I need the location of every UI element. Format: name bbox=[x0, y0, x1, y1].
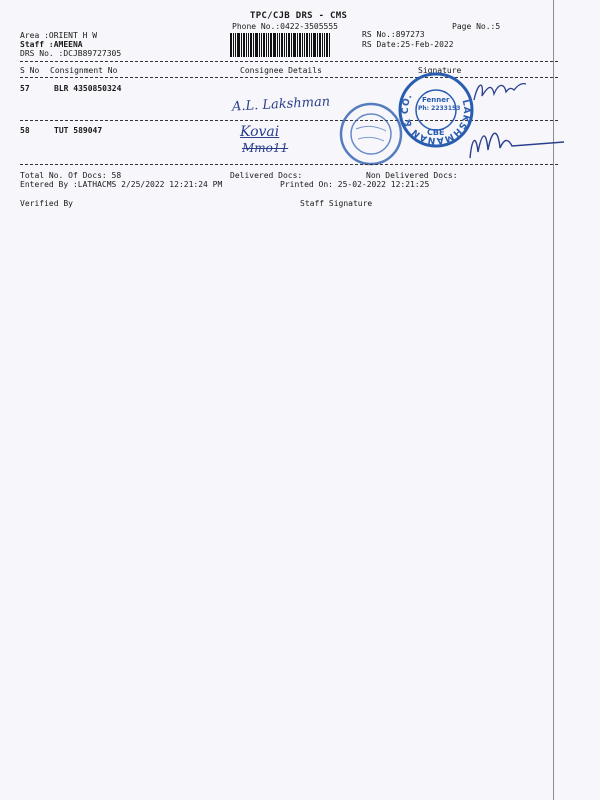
printed-on: Printed On: 25-02-2022 12:21:25 bbox=[280, 180, 430, 189]
page-number: Page No.:5 bbox=[452, 22, 501, 31]
barcode-bar bbox=[266, 33, 267, 57]
consignee-handwriting: Kovai bbox=[240, 124, 280, 140]
barcode-bar bbox=[304, 33, 305, 57]
barcode-bar bbox=[288, 33, 290, 57]
non-delivered-docs: Non Delivered Docs: bbox=[366, 171, 458, 180]
row-consignment-no: TUT 589047 bbox=[54, 126, 103, 135]
rs-number: RS No.:897273 bbox=[362, 30, 425, 39]
column-header-consignment: Consignment No bbox=[50, 66, 118, 75]
barcode-bar bbox=[233, 33, 234, 57]
barcode-bar bbox=[293, 33, 296, 57]
barcode-bar bbox=[302, 33, 303, 57]
header-divider bbox=[20, 61, 558, 62]
barcode-bar bbox=[319, 33, 321, 57]
barcode-bar bbox=[322, 33, 323, 57]
drs-number: DRS No. :DCJB89727305 bbox=[20, 49, 122, 58]
stamp-ring-text: LAKSHMANAN & CO. bbox=[400, 92, 472, 146]
barcode-bar bbox=[286, 33, 287, 57]
stamp-line1: Fenner bbox=[422, 96, 450, 104]
consignee-handwriting-line2: Mmo11 bbox=[242, 141, 289, 155]
barcode-bar bbox=[248, 33, 249, 57]
barcode-bar bbox=[241, 33, 242, 57]
barcode-bar bbox=[270, 33, 272, 57]
barcode bbox=[230, 33, 354, 57]
barcode-bar bbox=[237, 33, 240, 57]
column-header-sno: S No bbox=[20, 66, 40, 75]
staff-label: Staff :AMEENA bbox=[20, 40, 83, 49]
barcode-bar bbox=[313, 33, 316, 57]
signature-scribble bbox=[466, 124, 566, 164]
barcode-bar bbox=[329, 33, 330, 57]
barcode-bar bbox=[253, 33, 254, 57]
barcode-bar bbox=[281, 33, 283, 57]
barcode-bar bbox=[299, 33, 301, 57]
stamp-line2: Ph: 2233153 bbox=[418, 105, 461, 112]
row-consignment-no: BLR 4350850324 bbox=[54, 84, 122, 93]
barcode-bar bbox=[324, 33, 325, 57]
barcode-bar bbox=[291, 33, 292, 57]
barcode-bar bbox=[326, 33, 328, 57]
consignee-handwriting: A.L. Lakshman bbox=[231, 94, 331, 115]
company-stamp bbox=[398, 72, 474, 148]
barcode-bar bbox=[235, 33, 236, 57]
barcode-bar bbox=[277, 33, 278, 57]
entered-by: Entered By :LATHACMS 2/25/2022 12:21:24 PM bbox=[20, 180, 223, 189]
barcode-bar bbox=[246, 33, 247, 57]
verified-by-label: Verified By bbox=[20, 199, 73, 208]
column-header-signature: Signature bbox=[418, 66, 462, 75]
barcode-bar bbox=[250, 33, 252, 57]
barcode-bar bbox=[243, 33, 245, 57]
delivered-docs: Delivered Docs: bbox=[230, 171, 303, 180]
total-docs: Total No. Of Docs: 58 bbox=[20, 171, 122, 180]
barcode-bar bbox=[306, 33, 308, 57]
area-label: Area :ORIENT H W bbox=[20, 31, 98, 40]
barcode-bar bbox=[317, 33, 318, 57]
barcode-bar bbox=[255, 33, 258, 57]
barcode-bar bbox=[284, 33, 285, 57]
row-sno: 57 bbox=[20, 84, 30, 93]
row-sno: 58 bbox=[20, 126, 30, 135]
staff-signature-label: Staff Signature bbox=[300, 199, 373, 208]
table-bottom-divider bbox=[20, 164, 558, 165]
barcode-bar bbox=[268, 33, 269, 57]
report-title: TPC/CJB DRS - CMS bbox=[250, 11, 348, 21]
barcode-bar bbox=[273, 33, 276, 57]
barcode-bar bbox=[261, 33, 262, 57]
barcode-bar bbox=[297, 33, 298, 57]
barcode-bar bbox=[263, 33, 265, 57]
barcode-bar bbox=[230, 33, 232, 57]
phone-number: Phone No.:0422-3505555 bbox=[232, 22, 338, 31]
rs-date: RS Date:25-Feb-2022 bbox=[362, 40, 454, 49]
row-divider bbox=[20, 120, 558, 121]
barcode-bar bbox=[279, 33, 280, 57]
barcode-bar bbox=[259, 33, 260, 57]
stamp-city: CBE bbox=[427, 128, 445, 137]
barcode-bar bbox=[309, 33, 310, 57]
column-header-consignee: Consignee Details bbox=[240, 66, 322, 75]
signature-scribble bbox=[470, 76, 530, 106]
barcode-bar bbox=[311, 33, 312, 57]
round-stamp bbox=[338, 101, 404, 167]
